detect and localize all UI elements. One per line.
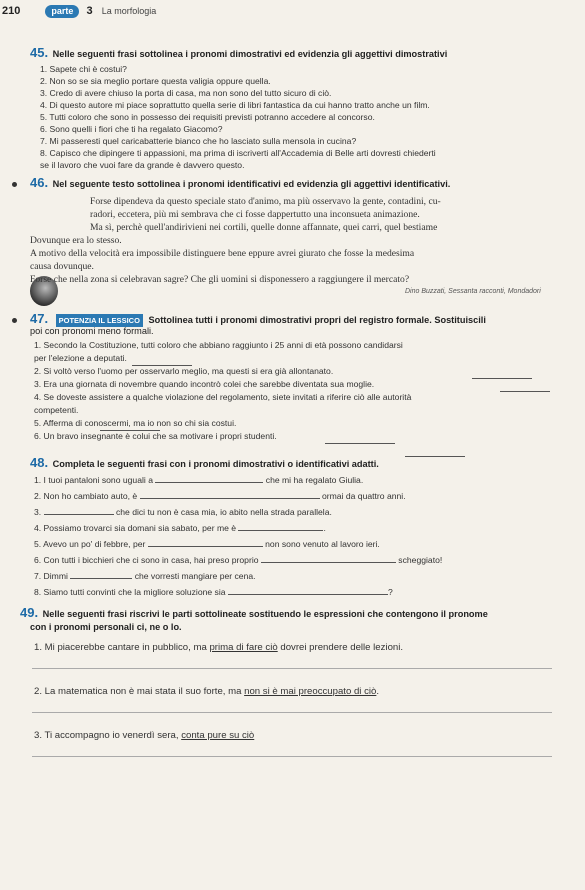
story-line: causa dovunque. [30, 261, 94, 272]
list-item: 5. Afferma di conoscermi, ma io non so chi sia costui. [34, 418, 237, 428]
part-badge: parte [45, 5, 79, 18]
answer-line[interactable] [32, 712, 552, 713]
exercise-49-heading [20, 606, 488, 621]
answer-blank[interactable] [261, 554, 396, 563]
story-line: radori, eccetera, più mi sembrava che ci fosse dappertutto una inconsueta animazione. [90, 209, 420, 220]
exercise-48-heading [30, 456, 379, 471]
story-line: Forse dipendeva da questo speciale stato d'animo, ma più osservavo la gente, contadini, cu- [90, 196, 441, 207]
bullet-icon [12, 318, 17, 323]
answer-line[interactable] [405, 448, 465, 457]
list-item: 4. Di questo autore mi piace soprattutto quella serie di libri fantastica da cui hanno tratto anche un film. [40, 100, 430, 110]
list-item: per l'elezione a deputati. [34, 353, 127, 363]
exercise-instruction: Nel seguente testo sottolinea i pronomi identificativi ed evidenzia gli aggettivi identificativi. [52, 179, 451, 189]
list-item: 3. Era una giornata di novembre quando incontrò colei che sarebbe diventata sua moglie. [34, 379, 375, 389]
exercise-number: 48. [30, 455, 49, 470]
answer-line[interactable] [132, 357, 192, 366]
section-title: La morfologia [101, 6, 157, 16]
list-item: 3. Credo di avere chiuso la porta di casa, ma non sono del tutto sicuro di ciò. [40, 88, 332, 98]
list-item: competenti. [34, 405, 79, 415]
page-header [2, 4, 156, 18]
exercise-instruction: Nelle seguenti frasi riscrivi le parti sottolineate sostituendo le espressioni che contengono il pronome [42, 609, 488, 619]
list-item: 5. Tutti coloro che sono in possesso dei requisiti previsti potranno accedere al concorso. [40, 112, 375, 122]
exercise-number: 49. [20, 605, 39, 620]
exercise-number: 45. [30, 45, 49, 60]
list-item: 8. Siamo tutti convinti che la migliore soluzione sia ? [34, 587, 393, 597]
list-item: 1. Secondo la Costituzione, tutti coloro che abbiano raggiunto i 25 anni di età possono candidarsi [34, 340, 403, 350]
list-item: 3. Ti accompagno io venerdì sera, conta pure su ciò [34, 730, 255, 741]
answer-blank[interactable] [140, 490, 320, 499]
list-item: 2. Non ho cambiato auto, è ormai da quattro anni. [34, 491, 406, 501]
answer-line[interactable] [500, 383, 550, 392]
answer-line[interactable] [100, 422, 160, 431]
bullet-icon [12, 182, 17, 187]
list-item: 2. Non so se sia meglio portare questa valigia oppure quella. [40, 76, 271, 86]
exercise-47-instruction-cont: poi con pronomi meno formali. [30, 326, 154, 336]
lexicon-tag: POTENZIA IL LESSICO [56, 314, 143, 327]
answer-line[interactable] [32, 668, 552, 669]
exercise-number: 46. [30, 175, 49, 190]
answer-line[interactable] [325, 435, 395, 444]
list-item: 5. Avevo un po' di febbre, per non sono venuto al lavoro ieri. [34, 539, 380, 549]
answer-blank[interactable] [155, 474, 263, 483]
list-item: 1. Sapete chi è costui? [40, 64, 127, 74]
exercise-49-instruction-cont: con i pronomi personali ci, ne o lo. [30, 622, 182, 632]
part-number: 3 [86, 5, 93, 17]
story-line: Ma sì, perchè quell'andirivieni nei cortili, quelle donne affannate, quei carri, quel bestiame [90, 222, 438, 233]
author-credit: Dino Buzzati, Sessanta racconti, Mondadori [405, 288, 541, 295]
list-item: 2. La matematica non è mai stata il suo forte, ma non si è mai preoccupato di ciò. [34, 686, 380, 697]
list-item: 1. Mi piacerebbe cantare in pubblico, ma prima di fare ciò dovrei prendere delle lezioni. [34, 642, 404, 653]
answer-blank[interactable] [238, 522, 323, 531]
exercise-45-heading [30, 46, 447, 61]
exercise-instruction: Sottolinea tutti i pronomi dimostrativi propri del registro formale. Sostituiscili [148, 315, 486, 325]
list-item: 6. Sono quelli i fiori che ti ha regalato Giacomo? [40, 124, 223, 134]
exercise-instruction: Nelle seguenti frasi sottolinea i pronomi dimostrativi ed evidenzia gli aggettivi dimostrativi [52, 49, 448, 59]
answer-blank[interactable] [228, 586, 388, 595]
list-item: 4. Se doveste assistere a qualche violazione del regolamento, siete invitati a riferire ciò alle autorità [34, 392, 412, 402]
list-item: 1. I tuoi pantaloni sono uguali a che mi ha regalato Giulia. [34, 475, 364, 485]
list-item: se il lavoro che vuoi fare da grande è davvero questo. [40, 160, 245, 170]
list-item: 3. che dici tu non è casa mia, io abito nella strada parallela. [34, 507, 332, 517]
answer-blank[interactable] [148, 538, 263, 547]
story-line: A motivo della velocità era impossibile distinguere bene eppure avrei giurato che fosse la medesima [30, 248, 415, 259]
list-item: 6. Un bravo insegnante è colui che sa motivare i propri studenti. [34, 431, 277, 441]
page-number: 210 [2, 5, 21, 17]
exercise-46-heading [30, 176, 450, 191]
answer-blank[interactable] [44, 506, 114, 515]
answer-blank[interactable] [70, 570, 132, 579]
story-line: Dovunque era lo stesso. [30, 235, 122, 246]
story-line: Forse che nella zona si celebravan sagre? Che gli uomini si disponessero a raggiungere il mercato? [30, 274, 410, 285]
list-item: 6. Con tutti i bicchieri che ci sono in casa, hai preso proprio scheggiato! [34, 555, 443, 565]
list-item: 2. Si voltò verso l'uomo per osservarlo meglio, ma questi si era già allontanato. [34, 366, 334, 376]
answer-line[interactable] [472, 370, 532, 379]
list-item: 7. Mi passeresti quel caricabatterie bianco che ho lasciato sulla mensola in cucina? [40, 136, 357, 146]
list-item: 7. Dimmi che vorresti mangiare per cena. [34, 571, 256, 581]
list-item: 4. Possiamo trovarci sia domani sia sabato, per me è . [34, 523, 326, 533]
answer-line[interactable] [32, 756, 552, 757]
list-item: 8. Capisco che dipingere ti appassioni, ma prima di iscriverti all'Accademia di Belle arti dovresti chiederti [40, 148, 436, 158]
exercise-instruction: Completa le seguenti frasi con i pronomi dimostrativi o identificativi adatti. [52, 459, 379, 469]
exercise-number: 47. [30, 311, 49, 326]
